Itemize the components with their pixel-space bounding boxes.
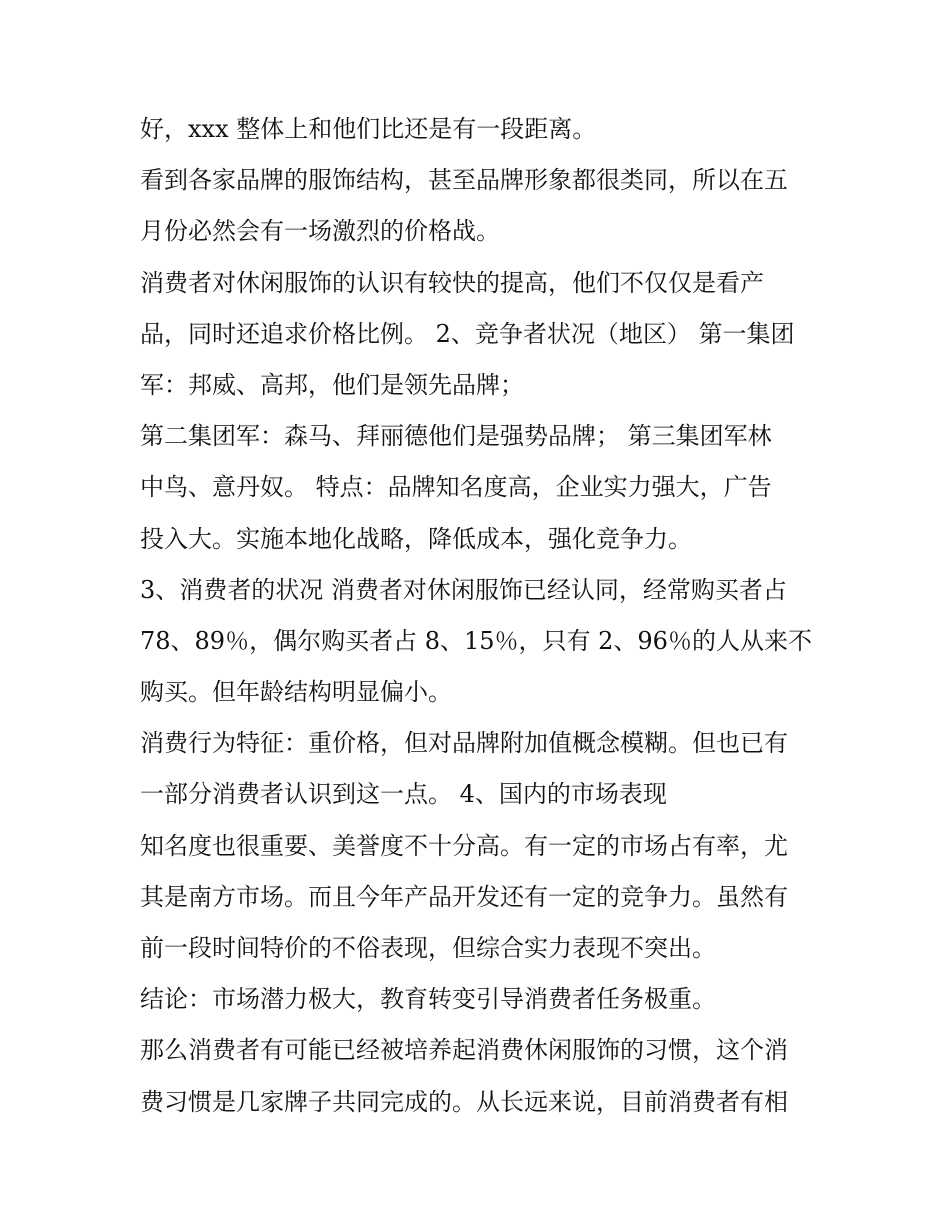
text-line: 消费行为特征：重价格，但对品牌附加值概念模糊。但也已有 xyxy=(140,729,788,758)
text-line: 3、消费者的状况 消费者对休闲服饰已经认同，经常购买者占 xyxy=(140,575,787,604)
text-line: 费习惯是几家牌子共同完成的。从长远来说，目前消费者有相 xyxy=(140,1087,788,1116)
text-line: 第二集团军：森马、拜丽德他们是强势品牌； 第三集团军林 xyxy=(140,422,772,451)
text-line: 中鸟、意丹奴。 特点：品牌知名度高，企业实力强大，广告 xyxy=(140,473,772,502)
text-line: 品，同时还追求价格比例。 2、竞争者状况（地区） 第一集团 xyxy=(140,319,795,348)
text-line: 一部分消费者认识到这一点。 4、国内的市场表现 xyxy=(140,780,667,809)
text-line: 月份必然会有一场激烈的价格战。 xyxy=(140,217,500,246)
text-line: 投入大。实施本地化战略，降低成本，强化竞争力。 xyxy=(140,524,692,553)
text-line: 前一段时间特价的不俗表现，但综合实力表现不突出。 xyxy=(140,934,716,962)
text-line: 知名度也很重要、美誉度不十分高。有一定的市场占有率，尤 xyxy=(140,831,788,860)
text-line: 那么消费者有可能已经被培养起消费休闲服饰的习惯，这个消 xyxy=(140,1036,788,1065)
text-line: 其是南方市场。而且今年产品开发还有一定的竞争力。虽然有 xyxy=(140,882,788,911)
text-line: 好，xxx 整体上和他们比还是有一段距离。 xyxy=(140,115,597,143)
document-body xyxy=(140,104,820,1128)
text-line: 军：邦威、高邦，他们是领先品牌； xyxy=(140,370,524,399)
text-line: 结论：市场潜力极大，教育转变引导消费者任务极重。 xyxy=(140,985,716,1014)
text-line: 消费者对休闲服饰的认识有较快的提高，他们不仅仅是看产 xyxy=(140,268,764,297)
text-line: 购买。但年龄结构明显偏小。 xyxy=(140,678,452,707)
text-line: 看到各家品牌的服饰结构，甚至品牌形象都很类同，所以在五 xyxy=(140,166,788,195)
text-line: 78、89％，偶尔购买者占 8、15％，只有 2、96％的人从来不 xyxy=(140,626,812,655)
